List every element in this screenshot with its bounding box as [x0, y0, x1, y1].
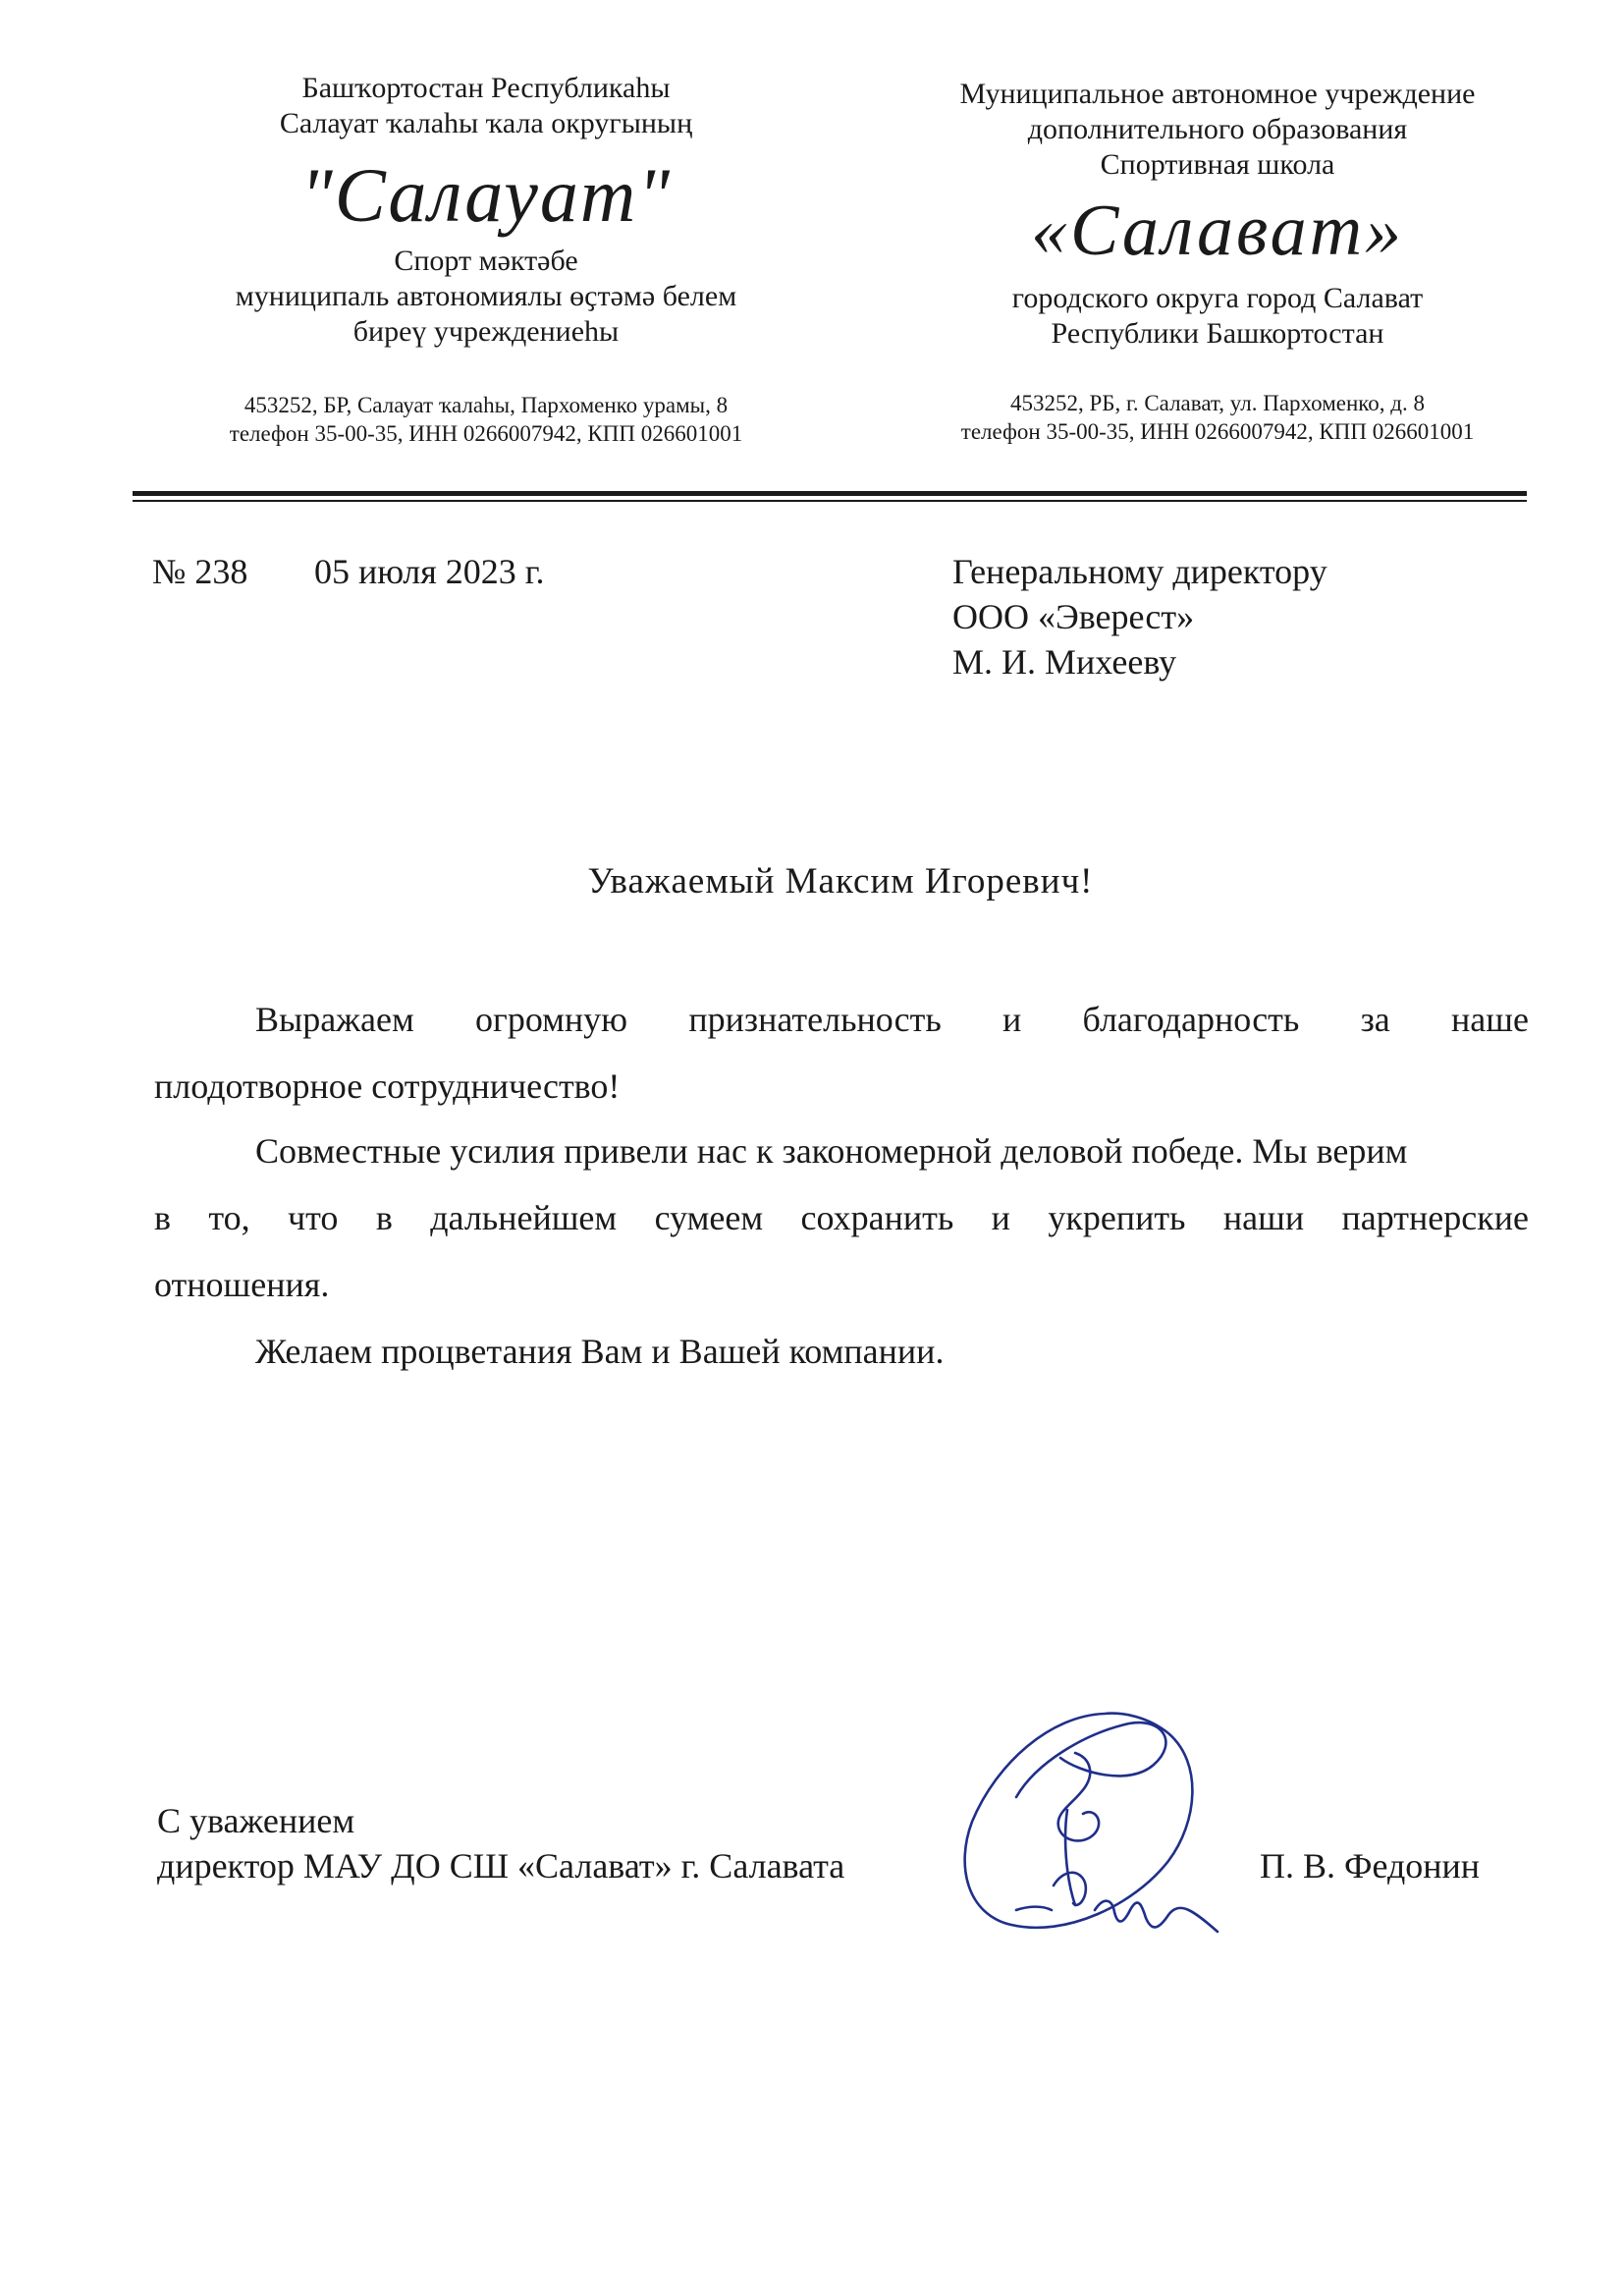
- body-word: сумеем: [654, 1198, 764, 1237]
- signer-name: П. В. Федонин: [1260, 1846, 1481, 1886]
- body-word: партнерские: [1341, 1198, 1529, 1237]
- letterhead-bashkir-line2: Салауат ҡалаһы ҡала округының: [279, 107, 693, 139]
- closing-line1: С уважением: [157, 1801, 355, 1840]
- body-paragraph3: Желаем процветания Вам и Вашей компании.: [255, 1332, 945, 1371]
- letter-date: 05 июля 2023 г.: [314, 552, 545, 591]
- body-word: сохранить: [800, 1198, 954, 1237]
- letterhead-russian-line5: Республики Башкортостан: [1051, 317, 1384, 350]
- letterhead-russian: [864, 77, 1571, 446]
- body-word: что: [288, 1198, 339, 1237]
- letterhead-bashkir-address: 453252, БР, Салауат ҡалаһы, Пархоменко урамы, 8: [244, 393, 729, 417]
- body-word: то,: [208, 1198, 250, 1237]
- letterhead-russian-line2: дополнительного образования: [1027, 113, 1408, 145]
- letter-number: № 238: [152, 552, 248, 591]
- body-word: наше: [1451, 1000, 1529, 1039]
- body-word: Выражаем: [255, 1000, 414, 1039]
- body-word: наши: [1222, 1198, 1305, 1237]
- body-paragraph2-line2: [154, 1196, 1529, 1239]
- recipient-block: [952, 550, 1327, 683]
- letterhead-russian-line3: Спортивная школа: [1100, 148, 1335, 181]
- recipient-line1: Генеральному директору: [952, 552, 1327, 591]
- body-word: и: [1002, 1000, 1022, 1039]
- letterhead-bashkir-line1: Башҡортостан Республикаһы: [301, 72, 671, 104]
- recipient-line3: М. И. Михееву: [952, 642, 1177, 682]
- letterhead-bashkir-brand: "Салауат": [300, 152, 672, 238]
- letterhead-bashkir: [133, 71, 839, 448]
- greeting: Уважаемый Максим Игоревич!: [587, 861, 1094, 902]
- letterhead-bashkir-phone: телефон 35-00-35, ИНН 0266007942, КПП 026601001: [229, 421, 743, 446]
- letterhead-russian-line4: городского округа город Салават: [1011, 282, 1424, 314]
- body-word: за: [1360, 1000, 1390, 1039]
- body-paragraph2-line3: отношения.: [154, 1265, 330, 1304]
- letterhead-bashkir-line5: биреү учреждениеһы: [352, 315, 620, 348]
- letterhead-divider-thin: [133, 500, 1527, 502]
- body-word: укрепить: [1048, 1198, 1186, 1237]
- body-word: в: [375, 1198, 393, 1237]
- body-word: в: [154, 1198, 171, 1237]
- letterhead-russian-address: 453252, РБ, г. Салават, ул. Пархоменко, д. 8: [1009, 391, 1426, 415]
- letterhead-russian-phone: телефон 35-00-35, ИНН 0266007942, КПП 026601001: [960, 419, 1475, 444]
- body-word: благодарность: [1082, 1000, 1300, 1039]
- body-word: признательность: [688, 1000, 942, 1039]
- closing-line2: директор МАУ ДО СШ «Салават» г. Салавата: [157, 1846, 845, 1886]
- letterhead-russian-brand: «Салават»: [1030, 191, 1405, 271]
- body-paragraph1-line2: плодотворное сотрудничество!: [154, 1066, 621, 1106]
- handwritten-signature: [957, 1704, 1252, 1949]
- letterhead-bashkir-line3: Спорт мәктәбе: [394, 245, 578, 277]
- letterhead-russian-line1: Муниципальное автономное учреждение: [959, 78, 1476, 110]
- letterhead-bashkir-line4: муниципаль автономиялы өҫтәмә белем: [235, 280, 737, 312]
- body-paragraph1-line1: [255, 998, 1529, 1041]
- body-word: и: [991, 1198, 1010, 1237]
- body-word: огромную: [475, 1000, 628, 1039]
- body-word: дальнейшем: [430, 1198, 618, 1237]
- body-paragraph2-line1: Совместные усилия привели нас к закономерной деловой победе. Мы верим: [255, 1131, 1408, 1171]
- recipient-line2: ООО «Эверест»: [952, 597, 1195, 636]
- letterhead-divider-thick: [133, 491, 1527, 496]
